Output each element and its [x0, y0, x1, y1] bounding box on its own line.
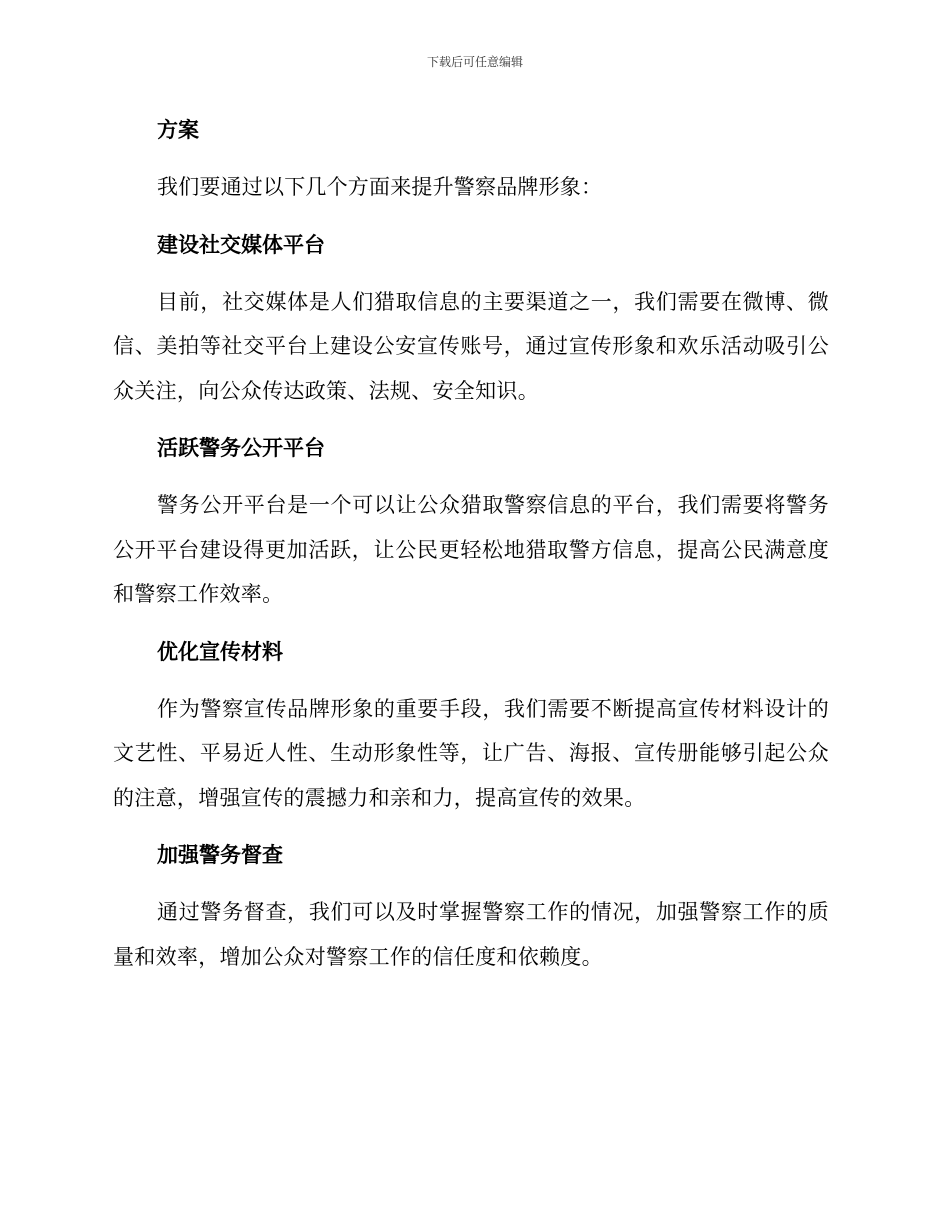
intro-paragraph: 我们要通过以下几个方面来提升警察品牌形象：	[157, 175, 603, 199]
section-body-police-supervision: 通过警务督查，我们可以及时掌握警察工作的情况，加强警察工作的质量和效率，增加公众对警察工作的信任度和依赖度。	[113, 900, 829, 969]
section-heading-police-supervision: 加强警务督查	[157, 843, 283, 867]
document-title: 方案	[157, 118, 199, 142]
section-heading-police-affairs-platform: 活跃警务公开平台	[157, 436, 325, 460]
section-heading-publicity-materials: 优化宣传材料	[157, 639, 283, 664]
section-body-police-affairs-platform: 警务公开平台是一个可以让公众猎取警察信息的平台，我们需要将警务公开平台建设得更加活跃，让公民更轻松地猎取警方信息，提高公民满意度和警察工作效率。	[113, 493, 829, 606]
section-heading-social-media: 建设社交媒体平台	[157, 232, 325, 257]
section-body-publicity-materials: 作为警察宣传品牌形象的重要手段，我们需要不断提高宣传材料设计的文艺性、平易近人性、生动形象性等，让广告、海报、宣传册能够引起公众的注意，增强宣传的震撼力和亲和力，提高宣传的效果。	[113, 696, 829, 810]
page-header: 下载后可任意编辑	[426, 55, 523, 69]
document-body	[113, 108, 829, 992]
section-body-social-media: 目前，社交媒体是人们猎取信息的主要渠道之一，我们需要在微博、微信、美拍等社交平台上建设公安宣传账号，通过宣传形象和欢乐活动吸引公众关注，向公众传达政策、法规、安全知识。	[113, 289, 829, 403]
